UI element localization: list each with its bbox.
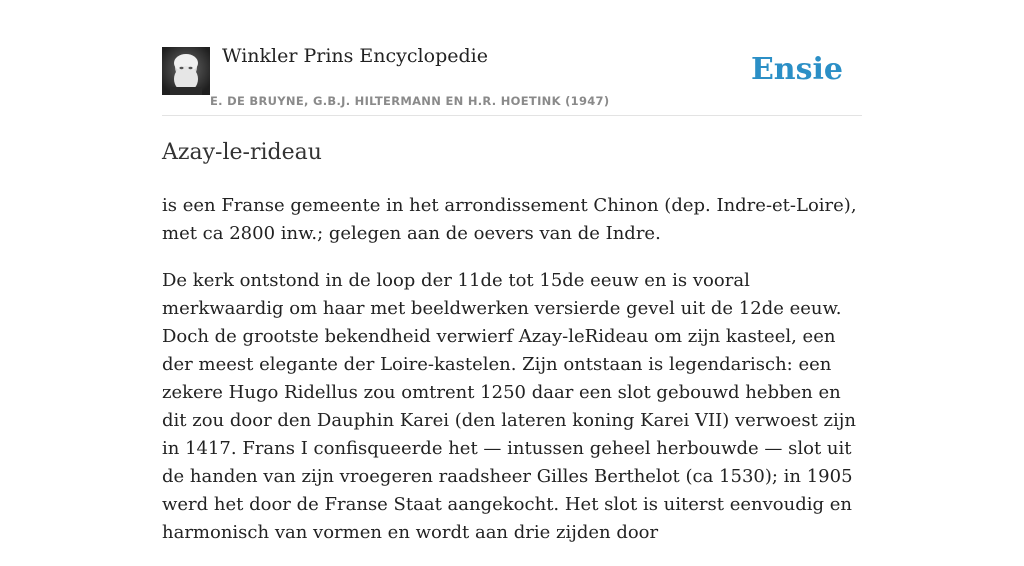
entry-title: Azay-le-rideau [162, 140, 322, 165]
source-title[interactable]: Winkler Prins Encyclopedie [222, 45, 488, 67]
ensie-logo-link[interactable]: Ensie [750, 52, 843, 87]
entry-paragraph: De kerk ontstond in de loop der 11de tot 15de eeuw en is vooral merkwaardig om haar met beeldwerken versierde gevel uit de 12de eeuw. Doch de grootste bekendheid verwierf Azay-leRideau om zijn kasteel, een der meest elegante der Loire-kastelen. Zijn ontstaan is legendarisch: een zekere Hugo Ridellus zou omtrent 1250 daar een slot gebouwd hebben en dit zou door den Dauphin Karei (den lateren koning Karei VII) verwoest zijn in 1417. Frans I confisqueerde het — intussen geheel herbouwde — slot uit de handen van zijn vroegeren raadsheer Gilles Berthelot (ca 1530); in 1905 werd het door de Franse Staat aangekocht. Het slot is uiterst eenvoudig en harmonisch van vormen en wordt aan drie zijden door [162, 270, 856, 543]
entry-body [162, 192, 862, 566]
author-avatar[interactable] [162, 47, 210, 95]
entry-paragraph: is een Franse gemeente in het arrondissement Chinon (dep. Indre-et-Loire), met ca 2800 inw.; gelegen aan de oevers van de Indre. [162, 195, 857, 244]
source-authors: E. DE BRUYNE, G.B.J. HILTERMANN EN H.R. HOETINK (1947) [210, 94, 610, 108]
content-container [162, 0, 862, 543]
author-portrait-icon [162, 47, 210, 95]
source-header [162, 0, 862, 116]
